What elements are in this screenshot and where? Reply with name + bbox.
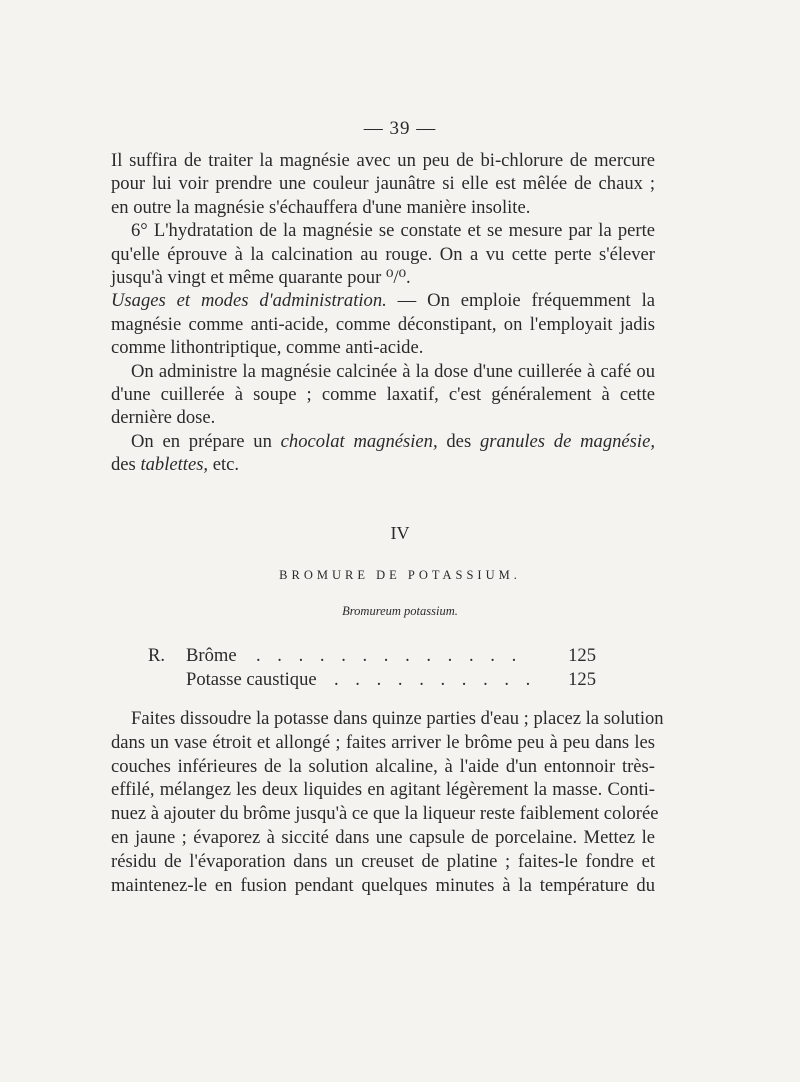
- text-line: effilé, mélangez les deux liquides en agitant légèrement la masse. Conti-: [111, 779, 655, 801]
- text-line: dans un vase étroit et allongé ; faites arriver le brôme peu à peu dans les: [111, 731, 655, 753]
- text-line: Il suffira de traiter la magnésie avec un peu de bi-chlorure de mercure: [111, 150, 655, 171]
- text-line: pour lui voir prendre une couleur jaunâtre si elle est mêlée de chaux ;: [111, 173, 655, 195]
- granules-term: granules de magnésie,: [479, 430, 655, 452]
- recipe-r-label: R.: [148, 645, 166, 666]
- text-line: 6° L'hydratation de la magnésie se constate et se mesure par la perte: [131, 220, 655, 242]
- usages-line-rest: — On emploie fréquemment la: [386, 290, 655, 312]
- text-line: en outre la magnésie s'échauffera d'une manière insolite.: [111, 196, 531, 218]
- chocolat-term: chocolat magnésien,: [280, 430, 438, 452]
- text-line: jusqu'à vingt et même quarante pour ⁰/⁰.: [111, 267, 411, 289]
- text-line: qu'elle éprouve à la calcination au rouge. On a vu cette perte s'élever: [111, 243, 655, 265]
- text-line: [111, 453, 655, 476]
- tablettes-term: tablettes,: [140, 454, 209, 476]
- text-fragment: des: [111, 454, 141, 476]
- paragraph-hydration: [111, 219, 655, 289]
- recipe-quantity: 125: [568, 645, 596, 666]
- paragraph-dosage: [111, 360, 655, 430]
- text-line: nuez à ajouter du brôme jusqu'à ce que la liqueur reste faiblement colorée: [111, 803, 659, 825]
- paragraph-hydrate-test: [111, 149, 655, 219]
- recipe-leader-dots: . . . . . . . . . . . . .: [256, 645, 523, 666]
- text-line: en jaune ; évaporez à siccité dans une capsule de porcelaine. Mettez le: [111, 826, 655, 848]
- recipe-leader-dots: . . . . . . . . . .: [334, 669, 537, 690]
- text-line: d'une cuillerée à soupe ; comme laxatif, c'est généralement à cette: [111, 384, 655, 406]
- section-title: BROMURE DE POTASSIUM.: [279, 568, 521, 582]
- paragraph-procedure: [111, 707, 664, 897]
- section-numeral: IV: [390, 523, 410, 543]
- text-line: dernière dose.: [111, 407, 216, 429]
- recipe-row: [148, 669, 596, 693]
- section-subtitle: Bromureum potassium.: [342, 604, 458, 618]
- text-line: comme lithontriptique, comme anti-acide.: [111, 337, 424, 359]
- page-number: — 39 —: [363, 118, 437, 139]
- text-fragment: etc.: [208, 454, 240, 476]
- text-line: On administre la magnésie calcinée à la dose d'une cuillerée à café ou: [131, 360, 655, 382]
- text-line: [111, 430, 655, 453]
- recipe-ingredient: Potasse caustique: [186, 669, 317, 690]
- text-line: magnésie comme anti-acide, comme déconstipant, on l'employait jadis: [111, 313, 655, 335]
- usages-heading: Usages et modes d'administration.: [111, 290, 387, 312]
- text-line: résidu de l'évaporation dans un creuset de platine ; faites-le fondre et: [111, 850, 655, 872]
- text-line: [111, 289, 655, 312]
- recipe-row: [148, 645, 596, 669]
- text-line: maintenez-le en fusion pendant quelques minutes à la température du: [111, 874, 655, 896]
- recipe-ingredient: Brôme: [186, 645, 237, 666]
- body-text-top: [111, 149, 655, 477]
- text-line: couches inférieures de la solution alcaline, à l'aide d'un entonnoir très-: [111, 755, 655, 777]
- text-line: Faites dissoudre la potasse dans quinze parties d'eau ; placez la solution: [131, 708, 664, 729]
- text-fragment: des: [437, 430, 480, 452]
- recipe-quantity: 125: [568, 669, 596, 690]
- paragraph-usages: [111, 289, 655, 359]
- body-text-bottom: [111, 707, 664, 897]
- text-fragment: On en prépare un: [131, 430, 281, 452]
- recipe: [148, 645, 596, 693]
- paragraph-preparations: [111, 430, 655, 477]
